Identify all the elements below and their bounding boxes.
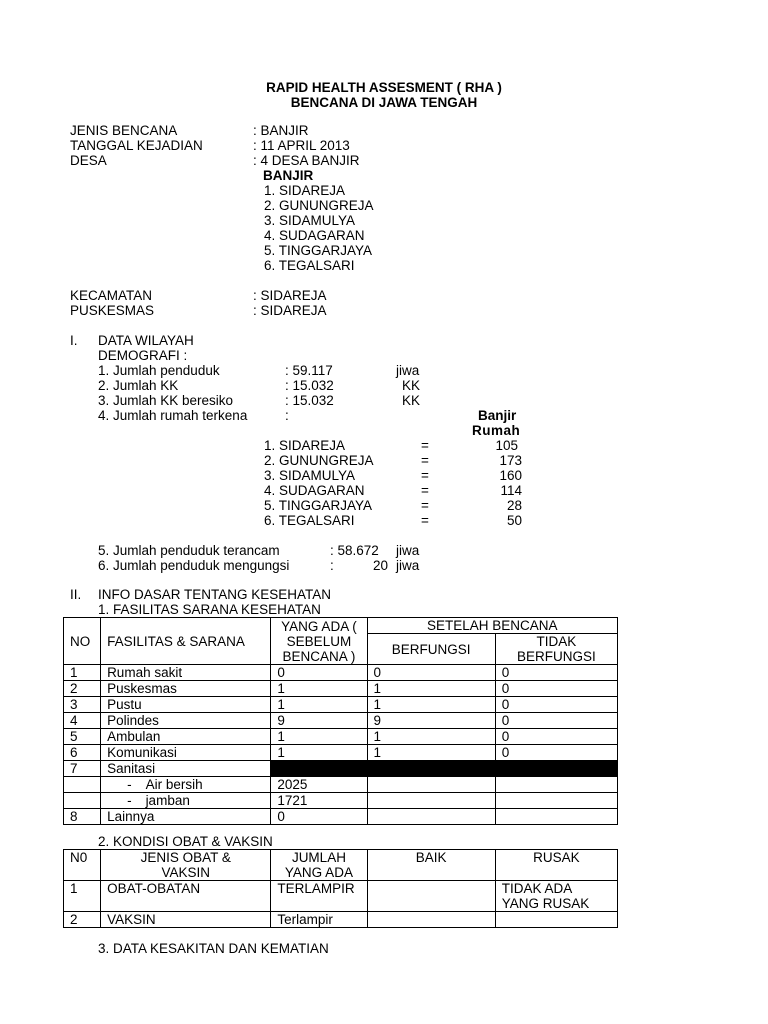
rumah-desa-name: 6. TEGALSARI xyxy=(264,513,355,528)
fasilitas-row xyxy=(64,809,618,825)
rumah-value: 114 xyxy=(500,483,522,498)
rumah-desa-name: 1. SIDAREJA xyxy=(264,438,346,453)
fasilitas-row xyxy=(64,713,618,729)
cell-baik xyxy=(367,912,495,928)
cell-name: Puskesmas xyxy=(101,681,271,697)
desa-item: 2. GUNUNGREJA xyxy=(264,198,374,213)
subitem-name: Air bersih xyxy=(145,777,203,792)
fasilitas-row xyxy=(64,745,618,761)
tanggal-value: : 11 APRIL 2013 xyxy=(253,138,350,153)
section1-subtitle: DEMOGRAFI : xyxy=(98,348,188,363)
rumah-value: 105 xyxy=(495,438,518,453)
demografi-unit: jiwa xyxy=(396,363,420,378)
rumah-header-banjir: Banjir xyxy=(478,408,517,423)
cell-name: Rumah sakit xyxy=(101,665,271,681)
kecamatan-value: : SIDAREJA xyxy=(253,288,327,303)
obat-header-jenis: JENIS OBAT & VAKSIN xyxy=(101,850,271,881)
fasilitas-row xyxy=(64,665,618,681)
jenis-label: JENIS BENCANA xyxy=(70,123,178,138)
cell-tidak: 0 xyxy=(495,745,617,761)
cell-berfungsi xyxy=(367,777,495,793)
desa-item: 6. TEGALSARI xyxy=(264,258,355,273)
demografi-value: : 15.032 xyxy=(285,393,334,408)
rumah-desa-name: 5. TINGGARJAYA xyxy=(264,498,373,513)
cell-rusak: TIDAK ADA YANG RUSAK xyxy=(495,881,617,912)
fasilitas-subrow xyxy=(64,777,618,793)
cell-tidak: 0 xyxy=(495,665,617,681)
cell-tidak: 0 xyxy=(495,697,617,713)
cell-ada: 1 xyxy=(271,745,367,761)
cell-berfungsi: 0 xyxy=(367,665,495,681)
mengungsi-label: 6. Jumlah penduduk mengungsi xyxy=(98,558,290,573)
rumah-value: 173 xyxy=(499,453,522,468)
rumah-value: 50 xyxy=(506,513,522,528)
cell-name xyxy=(101,793,271,809)
fasilitas-row xyxy=(64,681,618,697)
desa-item: 3. SIDAMULYA xyxy=(264,213,356,228)
demografi-label: 3. Jumlah KK beresiko xyxy=(98,393,234,408)
cell-ada: 1 xyxy=(271,729,367,745)
cell-berfungsi: 1 xyxy=(367,745,495,761)
cell-no: 6 xyxy=(64,745,101,761)
dash: - xyxy=(127,793,132,808)
cell-ada: 0 xyxy=(271,809,367,825)
cell-no: 8 xyxy=(64,809,101,825)
section1-number: I. xyxy=(70,333,78,348)
rumah-value: 160 xyxy=(499,468,522,483)
terancam-label: 5. Jumlah penduduk terancam xyxy=(98,543,280,558)
desa-item: 4. SUDAGARAN xyxy=(264,228,365,243)
banjir-heading: BANJIR xyxy=(263,168,314,183)
fasilitas-subheading: 1. FASILITAS SARANA KESEHATAN xyxy=(98,602,321,617)
fasilitas-header-tidak: TIDAK BERFUNGSI xyxy=(495,634,617,665)
cell-tidak xyxy=(495,793,617,809)
kesakitan-subheading: 3. DATA KESAKITAN DAN KEMATIAN xyxy=(98,941,329,956)
dash: - xyxy=(127,777,132,792)
rumah-desa-name: 2. GUNUNGREJA xyxy=(264,453,374,468)
desa-label: DESA xyxy=(70,153,107,168)
obat-subheading: 2. KONDISI OBAT & VAKSIN xyxy=(98,834,273,849)
cell-berfungsi xyxy=(367,793,495,809)
fasilitas-header-setelah: SETELAH BENCANA xyxy=(367,618,617,634)
doc-title-line1: RAPID HEALTH ASSESMENT ( RHA ) xyxy=(266,80,502,95)
rumah-terkena-label: 4. Jumlah rumah terkena xyxy=(98,408,248,423)
obat-row xyxy=(64,912,618,928)
cell-ada: 1721 xyxy=(271,793,367,809)
demografi-label: 2. Jumlah KK xyxy=(98,378,179,393)
obat-table xyxy=(63,849,618,928)
cell-ada: 1 xyxy=(271,697,367,713)
cell-no: 1 xyxy=(64,881,101,912)
desa-item: 1. SIDAREJA xyxy=(264,183,346,198)
cell-no xyxy=(64,793,101,809)
cell-tidak xyxy=(495,809,617,825)
desa-value: : 4 DESA BANJIR xyxy=(253,153,360,168)
rumah-header-rumah: Rumah xyxy=(472,423,521,438)
cell-no: 7 xyxy=(64,761,101,777)
cell-no: 1 xyxy=(64,665,101,681)
fasilitas-subrow xyxy=(64,793,618,809)
cell-no: 2 xyxy=(64,912,101,928)
puskesmas-value: : SIDAREJA xyxy=(253,303,327,318)
cell-berfungsi: 9 xyxy=(367,713,495,729)
cell-baik xyxy=(367,881,495,912)
cell-ada: 2025 xyxy=(271,777,367,793)
cell-no: 2 xyxy=(64,681,101,697)
section2-number: II. xyxy=(70,587,82,602)
rumah-value: 28 xyxy=(506,498,522,513)
doc-title-line2: BENCANA DI JAWA TENGAH xyxy=(290,95,478,110)
demografi-label: 1. Jumlah penduduk xyxy=(98,363,220,378)
cell-name xyxy=(101,777,271,793)
cell-tidak: 0 xyxy=(495,713,617,729)
rumah-eq: = xyxy=(421,453,429,468)
cell-tidak xyxy=(495,777,617,793)
cell-tidak: 0 xyxy=(495,681,617,697)
rumah-terkena-colon: : xyxy=(285,408,289,423)
kecamatan-label: KECAMATAN xyxy=(70,288,153,303)
cell-name: Sanitasi xyxy=(101,761,271,777)
cell-tidak: 0 xyxy=(495,729,617,745)
rumah-eq: = xyxy=(421,513,429,528)
cell-name: Ambulan xyxy=(101,729,271,745)
demografi-value: : 59.117 xyxy=(285,363,333,378)
cell-name: Komunikasi xyxy=(101,745,271,761)
jenis-value: : BANJIR xyxy=(253,123,309,138)
obat-header-rusak: RUSAK xyxy=(495,850,617,881)
fasilitas-header-name: FASILITAS & SARANA xyxy=(101,618,271,665)
demografi-value: : 15.032 xyxy=(285,378,334,393)
cell-berfungsi: 1 xyxy=(367,697,495,713)
mengungsi-colon: : xyxy=(330,558,334,573)
fasilitas-table xyxy=(63,617,618,825)
rumah-eq: = xyxy=(421,483,429,498)
fasilitas-row-sanitasi xyxy=(64,761,618,777)
mengungsi-value: 20 xyxy=(372,558,388,573)
section1-title: DATA WILAYAH xyxy=(98,333,194,348)
desa-item: 5. TINGGARJAYA xyxy=(264,243,373,258)
fasilitas-header-yang-ada: YANG ADA ( SEBELUM BENCANA ) xyxy=(271,618,367,665)
rumah-eq: = xyxy=(421,438,429,453)
cell-jumlah: TERLAMPIR xyxy=(271,881,367,912)
obat-header-no: N0 xyxy=(64,850,101,881)
cell-jenis: OBAT-OBATAN xyxy=(101,881,271,912)
cell-no: 3 xyxy=(64,697,101,713)
cell-name: Lainnya xyxy=(101,809,271,825)
section2-title: INFO DASAR TENTANG KESEHATAN xyxy=(98,587,332,602)
mengungsi-unit: jiwa xyxy=(396,558,420,573)
fasilitas-header-berfungsi: BERFUNGSI xyxy=(367,634,495,665)
cell-ada: 0 xyxy=(271,665,367,681)
rumah-eq: = xyxy=(421,498,429,513)
demografi-unit: KK xyxy=(402,393,421,408)
cell-jumlah: Terlampir xyxy=(271,912,367,928)
puskesmas-label: PUSKESMAS xyxy=(70,303,155,318)
obat-header-baik: BAIK xyxy=(367,850,495,881)
cell-name: Pustu xyxy=(101,697,271,713)
cell-berfungsi xyxy=(367,809,495,825)
fasilitas-header-no: NO xyxy=(64,618,101,665)
cell-ada: 1 xyxy=(271,681,367,697)
cell-name: Polindes xyxy=(101,713,271,729)
sanitasi-black-bar xyxy=(271,761,618,777)
cell-ada: 9 xyxy=(271,713,367,729)
fasilitas-row xyxy=(64,729,618,745)
terancam-unit: jiwa xyxy=(396,543,420,558)
subitem-name: jamban xyxy=(145,793,190,808)
tanggal-label: TANGGAL KEJADIAN xyxy=(70,138,203,153)
terancam-value: : 58.672 xyxy=(330,543,379,558)
rumah-desa-name: 4. SUDAGARAN xyxy=(264,483,365,498)
cell-berfungsi: 1 xyxy=(367,729,495,745)
cell-berfungsi: 1 xyxy=(367,681,495,697)
cell-no: 5 xyxy=(64,729,101,745)
cell-no: 4 xyxy=(64,713,101,729)
demografi-unit: KK xyxy=(402,378,421,393)
cell-rusak xyxy=(495,912,617,928)
rumah-eq: = xyxy=(421,468,429,483)
cell-jenis: VAKSIN xyxy=(101,912,271,928)
obat-header-jumlah: JUMLAH YANG ADA xyxy=(271,850,367,881)
obat-row xyxy=(64,881,618,912)
fasilitas-row xyxy=(64,697,618,713)
rumah-desa-name: 3. SIDAMULYA xyxy=(264,468,356,483)
cell-no xyxy=(64,777,101,793)
